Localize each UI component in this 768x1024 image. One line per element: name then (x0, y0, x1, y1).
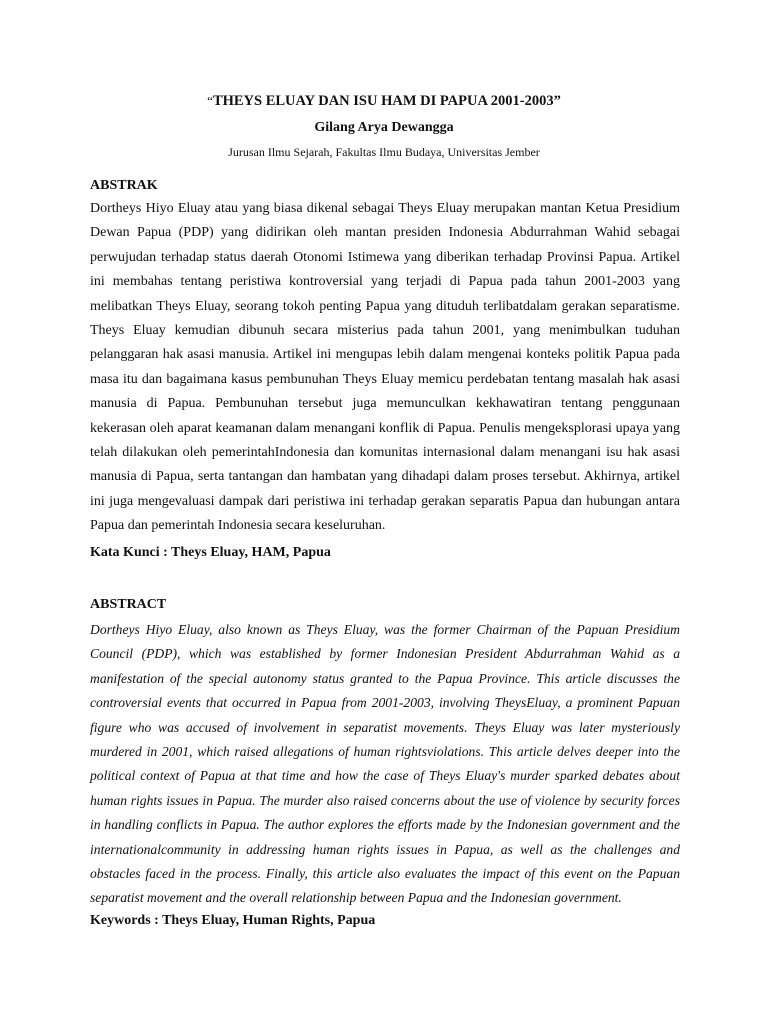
abstract-section (90, 597, 680, 929)
title-open-quote: “ (207, 93, 213, 108)
author-affiliation: Jurusan Ilmu Sejarah, Fakultas Ilmu Budaya, Universitas Jember (228, 145, 540, 159)
author-name: Gilang Arya Dewangga (314, 120, 454, 135)
abstract-body: Dortheys Hiyo Eluay, also known as Theys Eluay, was the former Chairman of the Papuan Presidium Council (PDP), which was established by former Indonesian President Abdurrahman Wahid as a manifestation of the special autonomy status granted to the Papua Province. This article discusses the controversial events that occurred in Papua from 2001-2003, involving TheysEluay, a prominent Papuan figure who was accused of involvement in separatist movements. Theys Eluay was later mysteriously murdered in 2001, which raised allegations of human rightsviolations. This article delves deeper into the political context of Papua at that time and how the case of Theys Eluay's murder sparked debates about human rights issues in Papua. The murder also raised concerns about the use of violence by security forces in handling conflicts in Papua. The author explores the efforts made by the Indonesian government and the internationalcommunity in addressing human rights issues in Papua, as well as the challenges and obstacles faced in the process. Finally, this article also evaluates the impact of this event on the Papuan separatist movement and the overall relationship between Papua and the Indonesian government. (90, 622, 680, 906)
paper-title (0, 93, 768, 110)
abstrak-keywords: Kata Kunci : Theys Eluay, HAM, Papua (90, 544, 331, 560)
abstract-keywords: Keywords : Theys Eluay, Human Rights, Papua (90, 912, 376, 928)
paper-title-text: THEYS ELUAY DAN ISU HAM DI PAPUA 2001-2003” (212, 93, 561, 109)
abstrak-heading: ABSTRAK (90, 178, 158, 193)
abstrak-section (90, 178, 680, 561)
abstract-heading: ABSTRACT (90, 597, 167, 612)
abstrak-body: Dortheys Hiyo Eluay atau yang biasa dikenal sebagai Theys Eluay merupakan mantan Ketua Presidium Dewan Papua (PDP) yang didirikan oleh mantan presiden Indonesia Abdurrahman Wahid sebagai perwujudan terhadap status daerah Otonomi Istimewa yang diberikan terhadap Provinsi Papua. Artikel ini membahas tentang peristiwa kontroversial yang terjadi di Papua pada tahun 2001-2003 yang melibatkan Theys Eluay, seorang tokoh penting Papua yang dituduh terlibatdalam gerakan separatisme. Theys Eluay kemudian dibunuh secara misterius pada tahun 2001, yang menimbulkan tuduhan pelanggaran hak asasi manusia. Artikel ini mengupas lebih dalam mengenai konteks politik Papua pada masa itu dan bagaimana kasus pembunuhan Theys Eluay memicu perdebatan tentang masalah hak asasi manusia di Papua. Pembunuhan tersebut juga memunculkan kekhawatiran tentang penggunaan kekerasan oleh aparat keamanan dalam menangani konflik di Papua. Penulis mengeksplorasi upaya yang telah dilakukan oleh pemerintahIndonesia dan komunitas internasional dalam menangani isu hak asasi manusia di Papua, serta tantangan dan hambatan yang dihadapi dalam proses tersebut. Akhirnya, artikel ini juga mengevaluasi dampak dari peristiwa ini terhadap gerakan separatis Papua dan hubungan antara Papua dan pemerintah Indonesia secara keseluruhan. (90, 201, 680, 534)
